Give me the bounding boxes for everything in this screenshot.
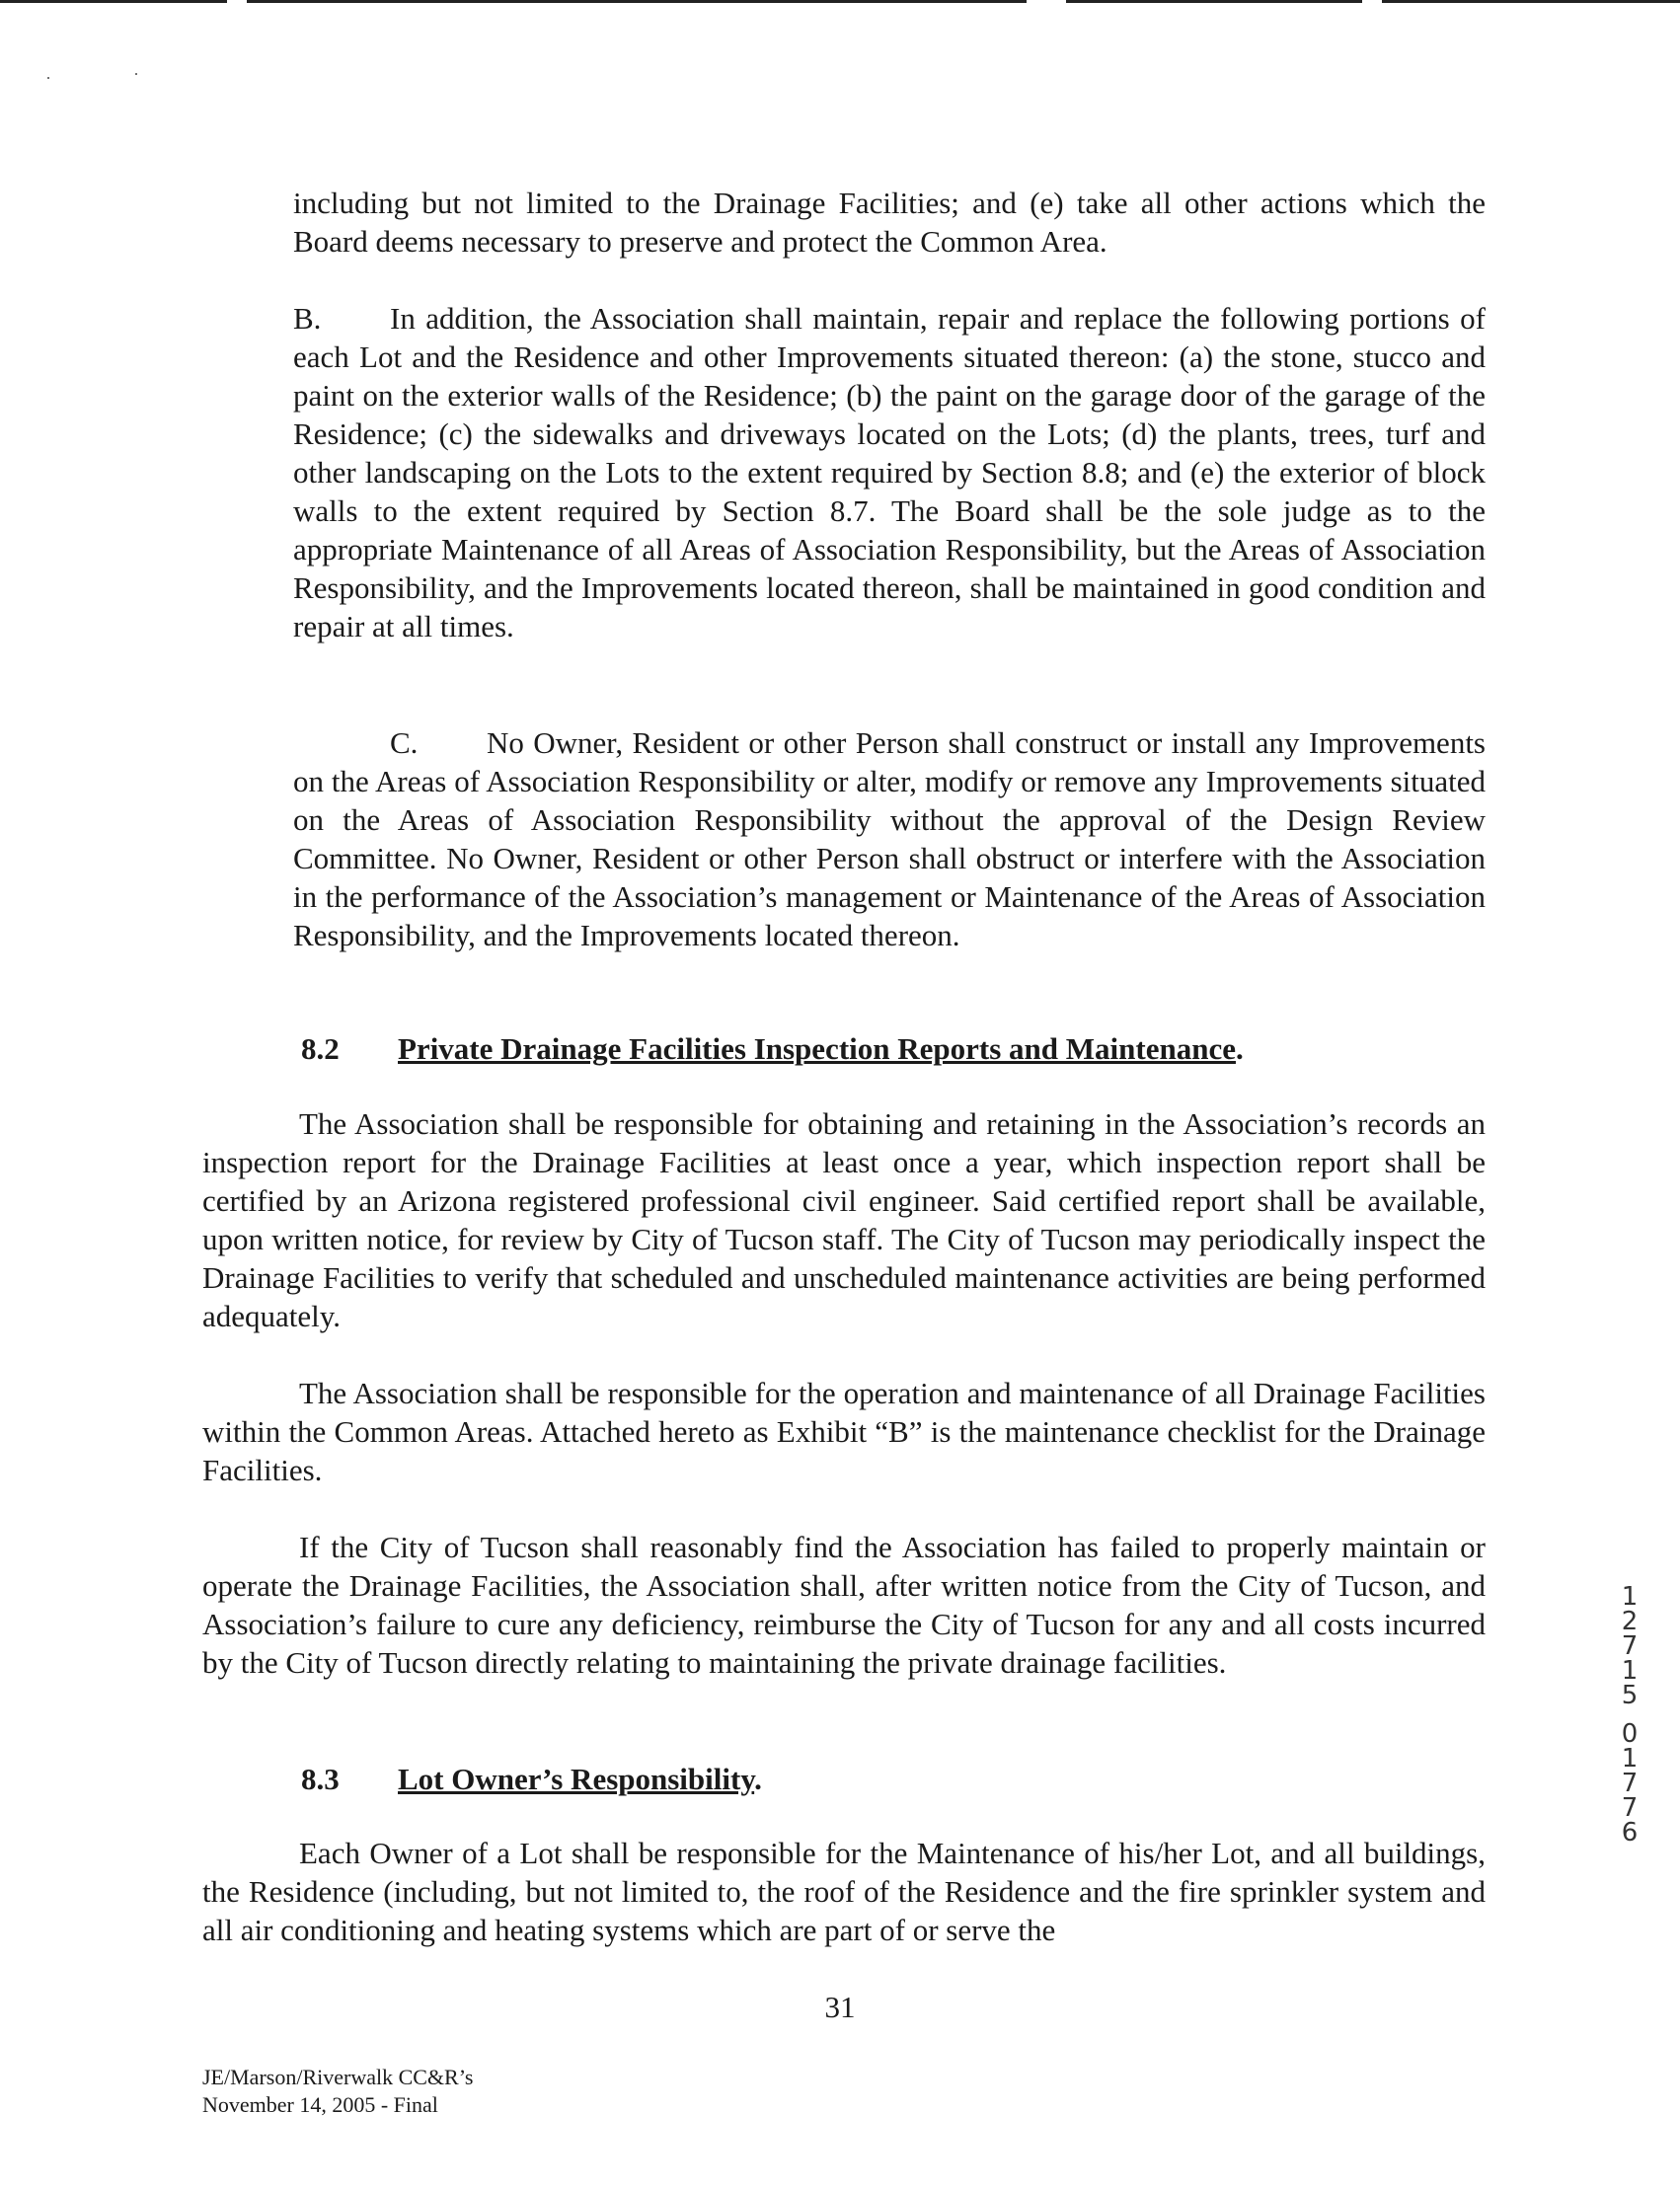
section-8-3-title: Lot Owner’s Responsibility [398,1762,755,1796]
page-number: 31 [824,1990,856,2024]
subsection-c-paragraph [293,723,1486,954]
stamp-digit: 7 [1621,1631,1639,1661]
section-8-2-heading: 8.2 Private Drainage Facilities Inspection Reports and Maintenance. [301,1031,1244,1066]
stamp-digit: 7 [1621,1769,1639,1798]
section-8-3-paragraph [202,1834,1486,1949]
stamp-digit: 1 [1621,1582,1639,1612]
section-8-2-text-2: The Association shall be responsible for the operation and maintenance of all Drainage Facilities within the Common Areas. Attached hereto as Exhibit “B” is the maintenance checklist for the Drainage Facilities. [202,1376,1486,1487]
section-8-3-text: Each Owner of a Lot shall be responsible for the Maintenance of his/her Lot, and all buildings, the Residence (including, but not limited to, the roof of the Residence and the fire sprinkler system and all air conditioning and heating systems which are part of or serve the [202,1836,1486,1947]
document-footer [202,2064,473,2119]
section-8-2-text-1: The Association shall be responsible for obtaining and retaining in the Association’s records an inspection report for the Drainage Facilities at least once a year, which inspection report shall be certified by an Arizona registered professional civil engineer. Said certified report shall be available, upon written notice, for review by City of Tucson staff. The City of Tucson may periodically inspect the Drainage Facilities to verify that scheduled and unscheduled maintenance activities are being performed adequately. [202,1106,1486,1333]
section-8-2-title: Private Drainage Facilities Inspection Reports and Maintenance [398,1031,1236,1066]
scan-speck [47,77,49,79]
subsection-c-label: C. [390,725,419,760]
stamp-digit: 1 [1621,1656,1639,1686]
subsection-c [293,723,1486,954]
section-8-3-heading: 8.3 Lot Owner’s Responsibility. [301,1762,762,1796]
section-8-2-paragraph-2 [202,1374,1486,1489]
stamp-digit: 1 [1621,1744,1639,1774]
stamp-digit: 2 [1621,1607,1639,1636]
footer-line-1: JE/Marson/Riverwalk CC&R’s [202,2065,474,2089]
subsection-b [293,299,1486,645]
scan-speck [135,73,137,75]
subsection-b-text: In addition, the Association shall maintain, repair and replace the following portions of each Lot and the Residence and other Improvements situated thereon: (a) the stone, stucco and paint on the exterior walls of the Residence; (b) the paint on the garage door of the garage of the Residence; (c) the sidewalks and driveways located on the Lots; (d) the plants, trees, turf and other landscaping on the Lots to the extent required by Section 8.8; and (e) the exterior of block walls to the extent required by Section 8.7. The Board shall be the sole judge as to the appropriate Maintenance of all Areas of Association Responsibility, but the Areas of Association Responsibility, and the Improvements located thereon, shall be maintained in good condition and repair at all times. [293,301,1486,643]
subsection-b-paragraph [293,299,1486,645]
section-8-2-text-3: If the City of Tucson shall reasonably find the Association has failed to properly maintain or operate the Drainage Facilities, the Association shall, after written notice from the City of Tucson, and Association’s failure to cure any deficiency, reimburse the City of Tucson for any and all costs incurred by the City of Tucson directly relating to maintaining the private drainage facilities. [202,1530,1486,1680]
subsection-c-text: No Owner, Resident or other Person shall construct or install any Improvements on the Areas of Association Responsibility or alter, modify or remove any Improvements situated on the Areas of Association Responsibility without the approval of the Design Review Committee. No Owner, Resident or other Person shall obstruct or interfere with the Association in the performance of the Association’s management or Maintenance of the Areas of Association Responsibility, and the Improvements located thereon. [293,725,1486,952]
section-8-2-number: 8.2 [301,1031,340,1066]
stamp-digit: 7 [1621,1793,1639,1823]
top-scan-border [0,0,1680,3]
stamp-digit: 0 [1621,1719,1639,1749]
continuation-paragraph [293,184,1486,261]
stamp-digit: 6 [1621,1818,1639,1848]
footer-line-2: November 14, 2005 - Final [202,2092,438,2117]
section-8-3-number: 8.3 [301,1762,340,1796]
subsection-b-label: B. [293,301,322,336]
recording-stamp [1619,1582,1641,1848]
stamp-digit: 5 [1621,1681,1639,1710]
section-8-2-paragraph-3 [202,1528,1486,1682]
section-8-2-paragraph-1 [202,1104,1486,1335]
continuation-text: including but not limited to the Drainage Facilities; and (e) take all other actions which the Board deems necessary to preserve and protect the Common Area. [293,186,1486,259]
